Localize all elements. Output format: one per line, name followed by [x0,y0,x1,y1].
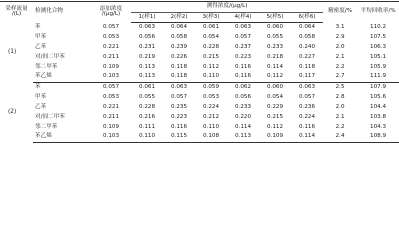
measured-cell: 0.113 [227,132,259,142]
measured-cell: 0.063 [299,84,316,91]
measured-cell: 0.059 [202,84,219,91]
rsd-cell: 2.8 [335,94,345,101]
table-row [0,122,399,132]
col-rsd-header: 精密度/% [323,2,357,23]
measured-cell: 0.112 [266,123,283,130]
recovery-cell: 104.3 [370,123,387,130]
rsd-cell: 3.1 [335,23,345,30]
measured-cell: 0.057 [299,94,316,101]
recovery-cell: 105.9 [370,63,387,70]
measured-sub-header: 3(样3) [195,13,227,23]
col-measured-header: 测得浓度/(μg/L) [131,2,323,13]
measured-cell: 0.223 [234,53,251,60]
added-cell: 0.053 [102,94,119,101]
measured-cell: 0.236 [299,103,316,110]
table-row [0,72,399,82]
measured-cell: 0.061 [138,84,155,91]
added-cell: 0.109 [102,63,119,70]
group-label: (1) [8,48,17,55]
rsd-cell: 2.5 [335,84,345,91]
table-row [0,93,399,103]
compound-cell: 邻二甲苯 [35,63,58,70]
measured-cell: 0.114 [291,132,323,142]
group-label: (2) [8,108,17,115]
measured-cell: 0.054 [202,33,219,40]
compound-cell: 邻二甲苯 [35,123,58,130]
measured-cell: 0.110 [195,72,227,82]
measured-cell: 0.233 [266,43,283,50]
added-cell: 0.103 [91,72,131,82]
measured-cell: 0.118 [170,63,187,70]
measured-cell: 0.064 [299,24,316,31]
added-cell: 0.221 [102,103,119,110]
measured-cell: 0.228 [202,43,219,50]
measured-cell: 0.227 [299,53,316,60]
compound-cell: 对/间二甲苯 [35,113,65,120]
rsd-cell: 2.2 [335,63,345,70]
measured-cell: 0.057 [170,94,187,101]
measured-cell: 0.055 [138,94,155,101]
measured-cell: 0.053 [202,94,219,101]
measured-cell: 0.233 [234,103,251,110]
measured-sub-header: 1(样1) [131,13,163,23]
measured-cell: 0.064 [170,24,187,31]
col-group-header: 采样流量 /(L) [0,2,33,23]
added-cell: 0.211 [102,113,119,120]
measured-cell: 0.109 [259,132,291,142]
recovery-cell: 105.6 [370,94,387,101]
table-row [0,33,399,43]
measured-cell: 0.056 [138,33,155,40]
recovery-cell: 104.4 [370,103,387,110]
compound-cell: 乙苯 [35,43,47,50]
measured-cell: 0.112 [202,63,219,70]
compound-cell: 苯 [35,23,41,30]
recovery-cell: 103.8 [370,113,387,120]
measured-cell: 0.061 [202,24,219,31]
recovery-cell: 107.9 [370,84,387,91]
measured-cell: 0.062 [234,84,251,91]
measured-cell: 0.223 [170,113,187,120]
measured-cell: 0.054 [266,94,283,101]
measured-cell: 0.218 [266,53,283,60]
recovery-cell: 106.3 [370,43,387,50]
measured-cell: 0.113 [138,63,155,70]
compound-cell: 苯乙烯 [33,132,91,142]
measured-cell: 0.058 [299,33,316,40]
measured-cell: 0.116 [227,72,259,82]
measured-cell: 0.226 [170,53,187,60]
table-group [0,23,399,83]
recovery-cell: 108.9 [357,132,399,142]
rsd-cell: 2.2 [335,123,345,130]
table-row [0,103,399,113]
measured-cell: 0.237 [234,43,251,50]
measured-cell: 0.231 [138,43,155,50]
measured-cell: 0.060 [266,84,283,91]
measured-cell: 0.212 [202,113,219,120]
table-row [0,43,399,53]
measured-cell: 0.110 [131,132,163,142]
compound-cell: 苯乙烯 [33,72,91,82]
measured-cell: 0.220 [234,113,251,120]
measured-cell: 0.056 [234,94,251,101]
compound-cell: 乙苯 [35,103,47,110]
measured-cell: 0.116 [170,123,187,130]
recovery-table [0,1,399,143]
measured-cell: 0.063 [138,24,155,31]
measured-sub-header: 4(样4) [227,13,259,23]
added-cell: 0.221 [102,43,119,50]
rsd-cell: 2.9 [335,33,345,40]
measured-cell: 0.216 [138,113,155,120]
added-cell: 0.053 [102,33,119,40]
measured-cell: 0.215 [202,53,219,60]
table-row [0,62,399,72]
measured-cell: 0.110 [202,123,219,130]
table-row [0,113,399,123]
rsd-cell: 2.1 [335,113,345,120]
measured-cell: 0.224 [299,113,316,120]
measured-cell: 0.118 [163,72,195,82]
measured-cell: 0.063 [234,24,251,31]
measured-cell: 0.235 [170,103,187,110]
rsd-cell: 2.0 [335,43,345,50]
table-group [0,83,399,143]
rsd-cell: 2.7 [323,72,357,82]
compound-cell: 苯 [35,84,41,91]
col-added-header: 添加浓度 /(μg/L) [91,2,131,23]
added-cell: 0.211 [102,53,119,60]
added-cell: 0.109 [102,123,119,130]
table-row [0,83,399,93]
measured-cell: 0.117 [291,72,323,82]
recovery-cell: 110.2 [370,23,387,30]
measured-cell: 0.057 [234,33,251,40]
measured-cell: 0.113 [131,72,163,82]
measured-sub-header: 5(样5) [259,13,291,23]
recovery-cell: 105.1 [370,53,387,60]
rsd-cell: 2.4 [323,132,357,142]
table-row [0,23,399,33]
measured-cell: 0.229 [266,103,283,110]
measured-cell: 0.063 [170,84,187,91]
measured-cell: 0.112 [259,72,291,82]
recovery-cell: 107.5 [370,33,387,40]
compound-cell: 对/间二甲苯 [35,53,65,60]
measured-cell: 0.111 [138,123,155,130]
table-row [0,132,399,142]
measured-cell: 0.114 [234,123,251,130]
measured-cell: 0.228 [138,103,155,110]
measured-cell: 0.224 [202,103,219,110]
recovery-cell: 111.9 [357,72,399,82]
measured-cell: 0.108 [195,132,227,142]
rsd-cell: 2.0 [335,103,345,110]
measured-cell: 0.116 [234,63,251,70]
col-compound-header: 检测化合物 [33,2,91,23]
measured-cell: 0.215 [266,113,283,120]
measured-cell: 0.060 [266,24,283,31]
measured-sub-header: 6(样6) [291,13,323,23]
table-header [0,2,399,23]
added-cell: 0.057 [102,23,119,30]
added-cell: 0.057 [102,84,119,91]
measured-cell: 0.055 [266,33,283,40]
measured-cell: 0.058 [170,33,187,40]
measured-cell: 0.219 [138,53,155,60]
measured-sub-header: 2(样2) [163,13,195,23]
added-cell: 0.103 [91,132,131,142]
measured-cell: 0.116 [299,123,316,130]
rsd-cell: 2.1 [335,53,345,60]
compound-cell: 甲苯 [35,33,47,40]
table-row [0,53,399,63]
col-recovery-header: 平均回收率/% [357,2,399,23]
measured-cell: 0.240 [299,43,316,50]
measured-cell: 0.115 [163,132,195,142]
compound-cell: 甲苯 [35,94,47,101]
measured-cell: 0.118 [299,63,316,70]
measured-cell: 0.114 [266,63,283,70]
measured-cell: 0.239 [170,43,187,50]
